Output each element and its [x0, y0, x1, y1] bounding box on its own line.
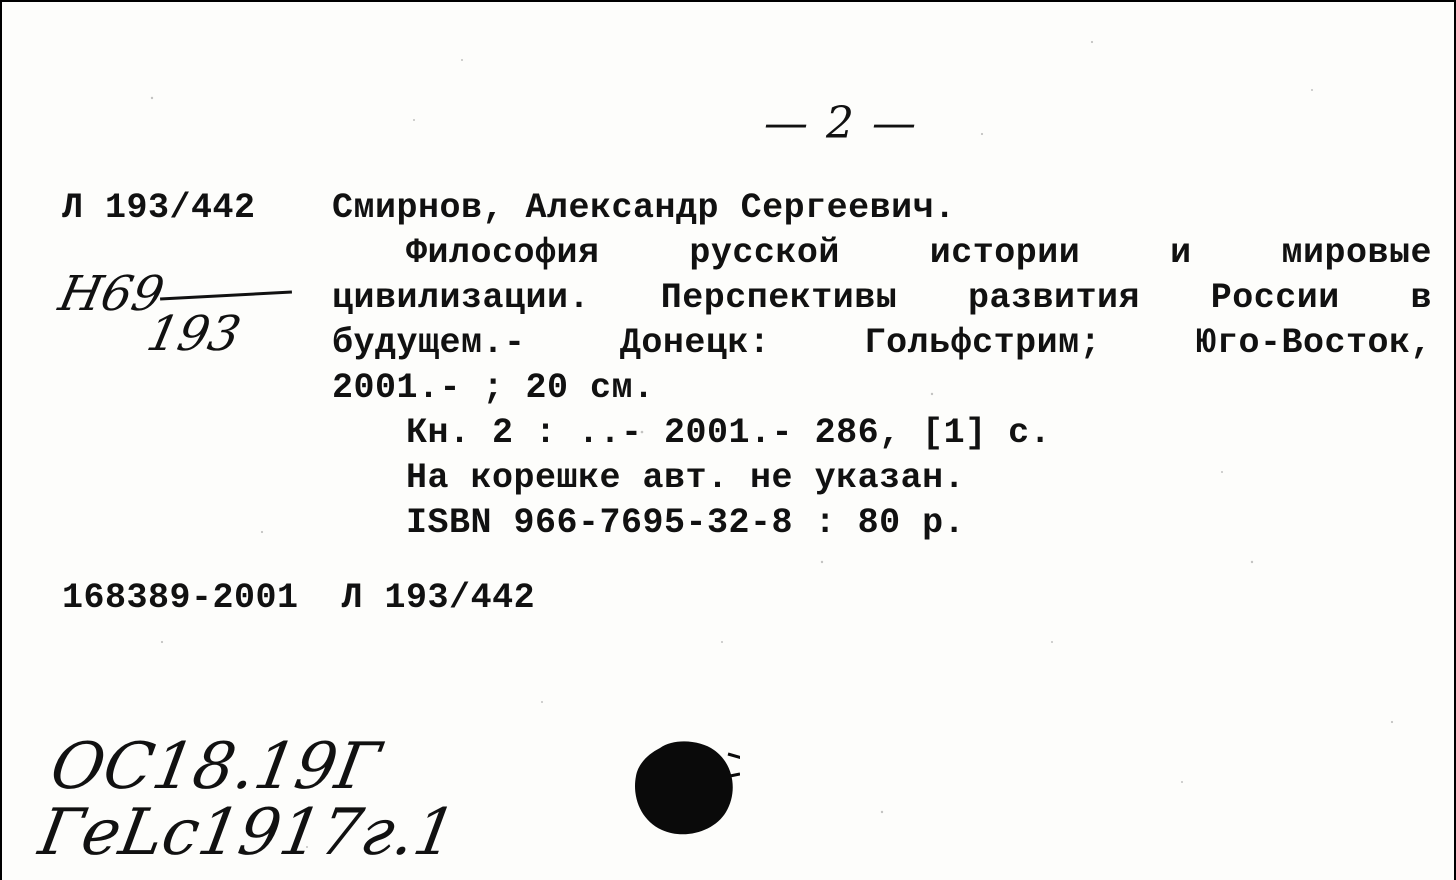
call-number-divider [160, 291, 292, 301]
note-line: На корешке авт. не указан. [406, 458, 966, 498]
title-line-3: будущем.- Донецк: Гольфстрим; Юго-Восток, [332, 323, 1432, 363]
volume-line: Кн. 2 : ..- 2001.- 286, [1] с. [406, 413, 1052, 453]
title-line-1: Философия русской истории и мировые [406, 233, 1432, 273]
isbn-line: ISBN 966-7695-32-8 : 80 р. [406, 503, 966, 543]
page-number: — 2 — [764, 98, 918, 149]
handwritten-note [33, 730, 472, 870]
author-heading: Смирнов, Александр Сергеевич. [332, 188, 956, 228]
handwritten-note-line-2: ГеLc1917г.1 [33, 796, 462, 870]
publication-line: 2001.- ; 20 см. [332, 368, 655, 408]
call-number-bottom: 193 [142, 306, 246, 362]
ink-blot-stamp [630, 736, 740, 838]
handwritten-note-line-1: ОС18.19Г [45, 730, 386, 804]
shelf-mark: Л 193/442 [62, 188, 256, 228]
title-line-2: цивилизации. Перспективы развития России в [332, 278, 1432, 318]
accession-number: 168389-2001 Л 193/442 [62, 578, 536, 618]
call-number [54, 266, 260, 376]
bibliographic-entry [332, 186, 1432, 546]
call-number-top: Н69 [54, 266, 169, 322]
